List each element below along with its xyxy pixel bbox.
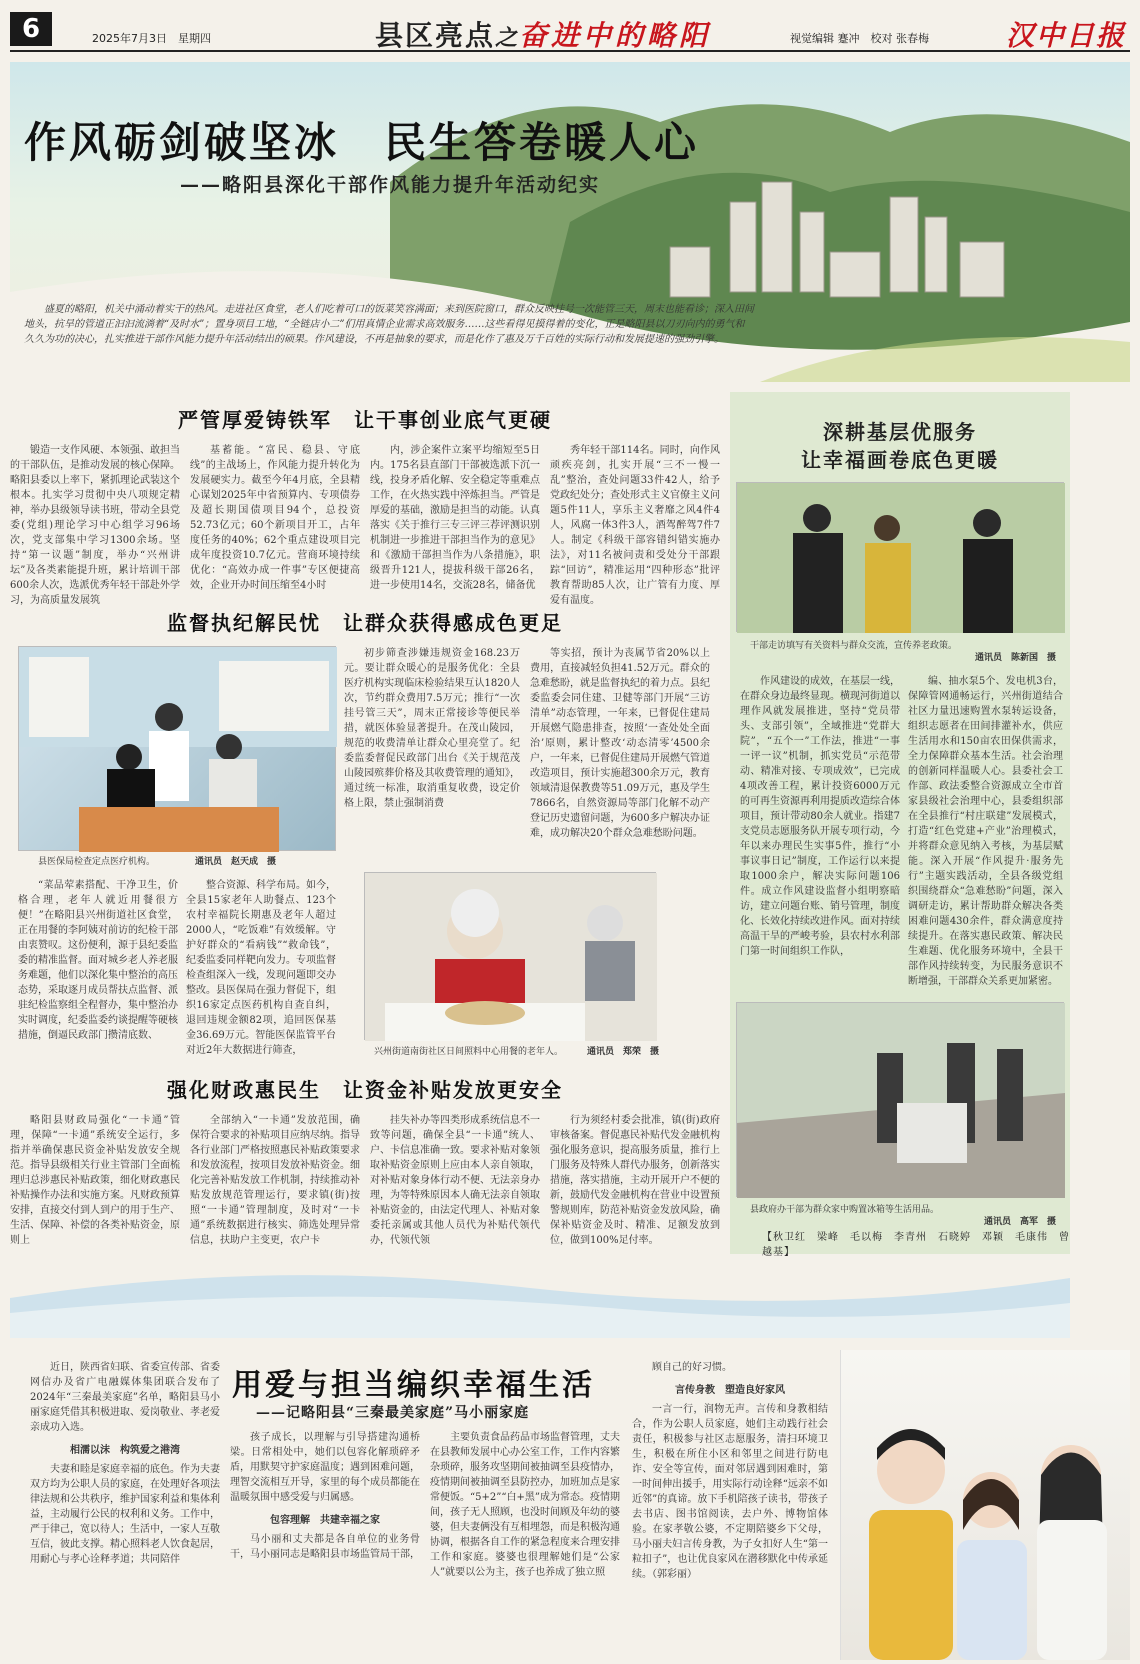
feature-column xyxy=(30,1360,220,1660)
caption-text: 干部走访填写有关资料与群众交流，宣传养老政策。 xyxy=(750,641,958,651)
section3-col: 略阳县财政局强化“一卡通”管理，保障“一卡通”系统安全运行，多指并举确保惠民资金补贴发放安全规范。指导县级相关行业主管部门全面梳理归总涉惠民补贴政策，细化财政惠民补贴操作办法和实施方案。凡财政预算安排，直接交付到人到户的用于生产、生活、保障、补偿的各类补贴资金，原则上 xyxy=(10,1115,180,1246)
dining-photo-caption xyxy=(374,1046,674,1058)
family-feature xyxy=(10,1340,1130,1660)
sidebar-photo1-caption xyxy=(750,640,1070,664)
section2-col: “菜品荤素搭配、干净卫生，价格合理，老年人就近用餐很方便！”在略阳县兴州街道社区食堂，正在用餐的李阿姨对前访的纪检干部由衷赞叹。这份便利，源于县纪委监委的精准监督。面对城乡老人养老服务难题，他们以深化集中整治的高压态势，采取逐月成员帮扶点监督、派驻纪检监察组全程督办，集中整治办实时调度，纪委监委约谈提醒等硬核措施，倒逼民政部门攒清底数、 xyxy=(18,880,178,1041)
newspaper-logo: 汉中日报 xyxy=(1005,19,1126,52)
clinic-inspection-photo xyxy=(18,646,336,851)
section1-body xyxy=(10,443,720,606)
contributor-names: 【秋卫红 梁峰 毛以梅 李青州 石晓婷 邓颖 毛康伟 曾越基】 xyxy=(762,1232,1070,1258)
feature-subheading: 包容理解 共建幸福之家 xyxy=(270,1515,380,1526)
section3-col: 挂失补办等四类形成系统信息不一致等问题，确保全县“一卡通”统人、户、卡信息准确一致。要求补贴对象领取补贴资金原则上应由本人亲自领取，对补贴对象身体行动不便、无法亲身办理，为等特殊原因本人确无法亲自领取补贴资金的，由法定代理人、补贴对象委托亲属或其他人员代为补贴代领代办，代领代领 xyxy=(370,1115,540,1246)
feature-paragraph: 马小丽和丈夫都是各自单位的业务骨干，马小丽同志是略阳县市场监管局干部， xyxy=(230,1534,420,1560)
editors-credit: 视觉编辑 蹇冲 校对 张春梅 xyxy=(790,32,929,45)
section2-body xyxy=(10,646,720,1066)
feature-paragraph: 近日，陕西省妇联、省委宣传部、省委网信办及省广电融媒体集团联合发布了2024年“三秦最美家庭”名单，略阳县马小丽家庭凭借其积极进取、爱岗敬业、孝老爱亲成功入选。 xyxy=(30,1362,220,1433)
section3-col: 全部纳入“一卡通”发放范围，确保符合要求的补贴项目应纳尽纳。指导各行业部门严格按照惠民补贴政策要求和发放流程，按项目发放补贴资金。细化完善补贴发放工作机制，持续推动补贴发放规范管理运行，要求镇(街)按照“一卡通”管理制度，及时对“一卡通”系统数据进行核实、筛选处理异常信息，扶助户主变更，农户卡 xyxy=(190,1115,360,1246)
section1-col: 内，涉企案件立案平均缩短至5日内。175名县直部门干部被选派下沉一线，投身矛盾化解、安全稳定等重难点工作，在火热实践中淬炼担当。严管是厚爱的基础，激励是担当的动能。认真落实《关于推行三专三评三荐评测识别机制进一步推进干部担当作为的意见》和《激励干部担当作为八条措施》，职级晋升121人，提拔科级干部26名，进一步使用14名，交流28名，储备优 xyxy=(370,445,540,591)
family-portrait xyxy=(840,1350,1130,1660)
caption-credit: 通讯员 赵天成 摄 xyxy=(195,857,277,867)
section2-heading: 监督执纪解民忧 让群众获得感成色更足 xyxy=(167,611,563,635)
section-title xyxy=(375,14,711,54)
elderly-dining-photo xyxy=(364,872,656,1040)
section3-heading: 强化财政惠民生 让资金补贴发放更安全 xyxy=(167,1078,563,1102)
sidebar-heading-line: 让幸福画卷底色更暖 xyxy=(801,448,999,472)
section-highlight: 奋进中的略阳 xyxy=(519,19,712,52)
caption-text: 兴州街道南街社区日间照料中心用餐的老年人。 xyxy=(374,1047,564,1057)
section3-col: 行为须经村委会批准，镇(街)政府审核备案。督促惠民补贴代发金融机构强化服务意识，提高服务质量，推行上门服务及特殊人群代办服务，创新落实措施，落实措施，主动开展开户不便的新，鼓励代发金融机构在营业中设置预警规则库，防范补贴资金发放风险，确保补贴资金及时、精准、足额发放到位，做到100%足付率。 xyxy=(550,1115,720,1246)
sidebar-heading-line: 深耕基层优服务 xyxy=(823,420,977,444)
wave-separator xyxy=(10,1258,1070,1338)
sidebar-heading xyxy=(730,418,1070,474)
caption-text: 县政府办干部为群众家中购置冰箱等生活用品。 xyxy=(750,1205,940,1215)
section-of: 之 xyxy=(495,26,520,51)
sidebar-text: 作风建设的成效，在基层一线，在群众身边最终显现。横现河街道以理作风就发展推进，坚持“党员带头、支部引领”，全域推进“党群大院”，“五个一”工作法，推进“一事一评一议”机制，抓实党员“示范带动、精准对接、专项成效”，已完成4项改善工程，累计投资6000万元的可再生资源再利用提质改造综合体项目，预计带动80余人就业。指建7支党员志愿服务队开展专项行动，今年以来办理民生实事5件，推行“小事议事日记”制度，工作运行以来提取1000余户，解决实际问题106件。成立作风建设监督小组明察暗访，建立问题台账、销号管理，制度化、长效化持续改进作风。面对持续高温干旱的严峻考验，县农村水利部门第一时间组织工作队， xyxy=(740,676,900,957)
feature-paragraph: 顾自己的好习惯。 xyxy=(652,1362,732,1373)
appliance-delivery-photo xyxy=(736,1002,1064,1197)
caption-credit: 通讯员 陈新国 摄 xyxy=(974,653,1056,663)
section-prefix: 县区亮点 xyxy=(375,19,496,52)
section1-col: 锻造一支作风硬、本领强、敢担当的干部队伍，是推动发展的核心保障。略阳县委以上率下，紧抓理论武装这个根本。扎实学习贯彻中央八项规定精神，举办县级领导读书班，带动全县党委(党组)理论学习中心组学习96场次，党支部集中学习1300余场。坚持“第一议题”制度，举办“兴州讲坛”及各类素能提升班，累计培训干部600余人次，选派优秀年轻干部赴外学习，为高质量发展筑 xyxy=(10,445,180,606)
hero-title: 作风砺剑破坚冰 民生答卷暖人心 xyxy=(24,118,700,167)
hero-subtitle: ——略阳县深化干部作风能力提升年活动纪实 xyxy=(180,174,601,196)
sidebar-photo2-caption xyxy=(750,1204,1070,1228)
caption-credit: 通讯员 高军 摄 xyxy=(983,1217,1056,1227)
page-number: 6 xyxy=(10,12,52,46)
caption-text: 县医保局检查定点医疗机构。 xyxy=(38,857,156,867)
hero-intro: 盛夏的略阳，机关中涌动着实干的热风。走进社区食堂，老人们吃着可口的饭菜笑容满面；来到医院窗口，群众反映挂号一次能管三天，周末也能看诊；深入田间地头，抗旱的管道正汩汩流淌着“及时水”；置身项目工地，“全链店小二”们用真情企业需求高效服务……这些看得见摸得着的变化，正是略阳县以刀刃向内的勇气和久久为功的决心，扎实推进干部作风能力提升年活动结出的硕果。作风建设，不再是抽象的要求，而是化作了惠及万千百姓的实际行动和发展提速的强劲引擎。 xyxy=(24,304,754,345)
hero-banner xyxy=(10,62,1130,382)
feature-subheading: 言传身教 塑造良好家风 xyxy=(675,1385,785,1396)
feature-column xyxy=(230,1430,420,1660)
feature-paragraph: 夫妻和睦是家庭幸福的底色。作为夫妻双方均为公职人员的家庭，在处理好各项法律法规和公共秩序，维护国家利益和集体利益，主动履行公民的权利和义务。工作中，严于律己，宽以待人；生活中，一家人互敬互信，彼此支撑。精心照料老人饮食起居，用耐心与孝心诠释孝道；共同陪伴 xyxy=(30,1464,220,1565)
section3-body xyxy=(10,1113,720,1253)
sidebar-text: 编、抽水泵5个、发电机3台，保障管网通畅运行，兴州街道结合社区力量迅速购置水泵转运设备，组织志愿者在田间排灌补水，供应生活用水和150亩农田保供需求，全力保障群众基本生活。社会治理的创新同样温暖人心。县委社会工作部、政法委整合资源成立全市首家县级社会治理中心，县委组织部在全县推行“村庄联建”发展模式，打造“红色党建+产业”治理模式，并将群众意见纳入考核，为基层赋能。深入开展“作风提升·服务先行”主题实践活动，全县各级党组织围绕群众“急难愁盼”问题，深入调研走访，累计帮助群众解决各类困难问题430余件，群众满意度持续提升。在落实惠民政策、解决民生难题、优化服务环境中，全县干部作风持续转变，为民服务意识不断增强，干部群众关系更加紧密。 xyxy=(908,676,1063,987)
cadre-visit-photo xyxy=(736,482,1064,632)
sidebar-feature xyxy=(730,392,1070,1258)
masthead xyxy=(10,12,1130,52)
issue-date: 2025年7月3日 星期四 xyxy=(92,32,211,45)
section1-col: 基蓄能。“富民、稳县、守底线”的主战场上，作风能力提升转化为发展硬实力。截至今年4月底，全县精心谋划2025年中省预算内、专项债券及超长期国债项目94个，总投资52.73亿元；60个新项目开工，占年度任务的40%；62个重点建设项目完成年度投资10.7亿元。营商环境持续优化：“高效办成一件事”专区便捷高效，企业开办时间压缩至4小时 xyxy=(190,445,360,591)
feature-subheading: 相濡以沫 构筑爱之港湾 xyxy=(70,1445,180,1456)
section2-col: 初步筛查涉嫌违规资金168.23万元。要让群众暖心的是服务优化：全县医疗机构实现临床检验结果互认1820人次，节约群众费用7.5万元；推行“一次挂号管三天”，周末正常接诊等便民举措，就医体验显著提升。在茂山陵园，规范的收费清单让群众心里亮堂了。纪委监委督促民政部门出台《关于规范茂山陵园殡葬价格及其收费管理的通知》，通过统一标准，取消重复收费，设定价格上限，禁止强制消费 xyxy=(344,648,520,809)
main-articles xyxy=(10,392,720,1253)
section2-col: 等实招，预计为丧属节省20%以上费用，直接减轻负担41.52万元。群众的急难愁盼，就是监督执纪的着力点。县纪委监委会同住建、卫健等部门开展“三访清单”动态管理，一年来，已督促住建局开展燃气隐患排查，按照‘一查处处全面治’原则，累计整改‘动态清零’4500余户，一年来，已督促住建局开展燃气管道改造项目，预计实施超300余万元，教育领域清退保教费等51.09万元，惠及学生7866名，自然资源局等部门化解不动产登记历史遗留问题，为600多户解决办证难，成功解决20个群众急难愁盼问题。 xyxy=(530,648,710,839)
feature-subtitle: ——记略阳县“三秦最美家庭”马小丽家庭 xyxy=(256,1405,530,1421)
feature-column: 主要负责食品药品市场监督管理，丈夫在县教师发展中心办公室工作，工作内容繁杂琐碎，服务攻坚期间被抽调至县疫情办，疫情期间被抽调至县防控办，加班加点是家常便饭。“5+2”“白+黑”成为常态。疫情期间，孩子无人照顾，也没时间顾及年幼的婆婆，但夫妻俩没有互相埋怨，而是积极沟通协调，根据各自工作的紧急程度来合理安排工作和家庭。婆婆也很理解她们是“公家人”就要以公为主，孩子也养成了独立照 xyxy=(430,1432,620,1578)
section2-col: 整合资源、科学布局。如今，全县15家老年人助餐点、123个农村幸福院长期惠及老年人超过2000人，“吃饭难”有效缓解。守护好群众的“看病钱”“救命钱”，纪委监委同样靶向发力。专项监督检查组深入一线，发现问题即交办整改。县医保局在强力督促下，组织16家定点医药机构自查自纠，退回违规金额82项，追回医保基金36.69万元。智能医保监管平台对近2年大数据进行筛查， xyxy=(186,880,336,1056)
feature-column xyxy=(632,1360,828,1660)
clinic-photo-caption xyxy=(38,856,338,868)
section1-col: 秀年轻干部114名。同时，向作风顽疾亮剑，扎实开展“三不一慢一乱”整治，查处问题33件42人，给予党政纪处分；查处形式主义官僚主义问题5件11人，享乐主义奢靡之风4件4人，风腐一体3件3人，酒驾醉驾7件7人。制定《科级干部容错纠错实施办法》，对11名被问责和受处分干部跟踪“回访”，精准运用“四种形态”批评教育帮助85人次，让广管有力度、厚爱有温度。 xyxy=(550,445,720,606)
feature-paragraph: 孩子成长，以理解与引导搭建沟通桥梁。日常相处中，她们以包容化解琐碎矛盾，用默契守护家庭温度；遇到困难问题，理智交流相互开导，家里的每个成员都能在温暖氛围中感受爱与归属感。 xyxy=(230,1432,420,1503)
feature-title: 用爱与担当编织幸福生活 xyxy=(232,1368,595,1403)
feature-paragraph: 一言一行，润物无声。言传和身教相结合，作为公职人员家庭，她们主动践行社会责任，积极参与社区志愿服务，清扫环境卫生，积极在所住小区和邻里之间进行防电诈、安全等宣传，面对邻居遇到困难时，第一时间伸出援手，用实际行动诠释“远亲不如近邻”的真谛。放下手机陪孩子读书，带孩子去书店、图书馆阅读，去户外、博物馆体验。在家孝敬公婆，不定期陪婆乡下父母，马小丽夫妇言传身教，为子女扣好人生“第一粒扣子”，也让优良家风在潜移默化中传承延续。（郭彩丽） xyxy=(632,1404,828,1580)
section1-heading: 严管厚爱铸铁军 让干事创业底气更硬 xyxy=(178,408,552,432)
caption-credit: 通讯员 郑荣 摄 xyxy=(587,1047,660,1057)
